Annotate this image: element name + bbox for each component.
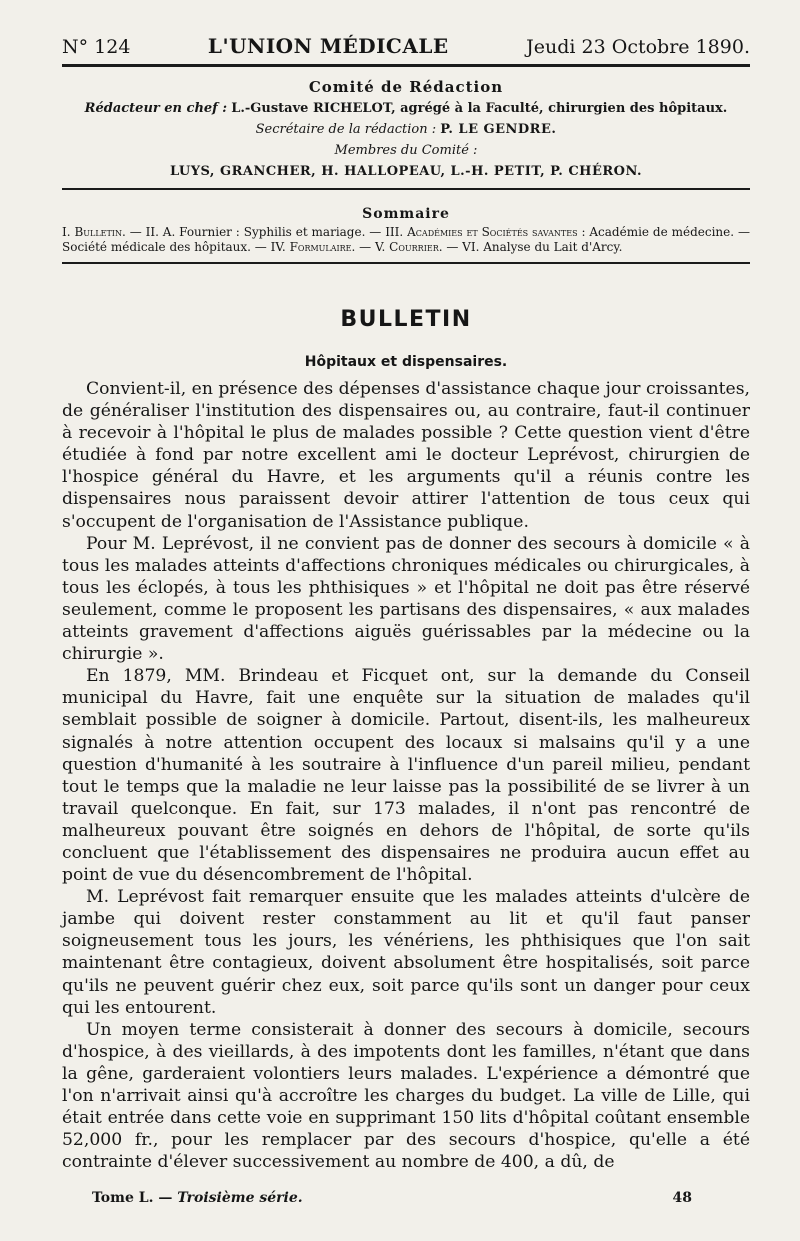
committee-title: Comité de Rédaction (308, 78, 504, 96)
sommaire-item: I. Bulletin. (62, 225, 126, 239)
article-body (62, 378, 750, 1173)
sommaire-text (62, 225, 750, 255)
article-paragraph: En 1879, MM. Brindeau et Ficquet ont, sur la demande du Conseil municipal du Havre, fait une enquête sur la situation de malades qu'il semblait possible de soigner à domicile. Partout, disent-ils, les malheureux signalés à notre attention occupent des locaux si malsains qu'il y a une question d'humanité à les soutraire à l'influence d'un pareil milieu, pendant tout le temps que la maladie ne leur laisse pas la possibilité de se livrer à un travail quelconque. En fait, sur 173 malades, il n'ont pas rencontré de malheureux pouvant être soignés en dehors de l'hôpital, de sorte qu'ils concluent que l'établissement des dispensaires ne produira aucun effet au point de vue du désencombrement de l'hôpital. (62, 666, 750, 886)
series-label: Troisième série. (177, 1190, 303, 1206)
sommaire-item: Formulaire (289, 240, 352, 254)
sommaire-item: Courrier (389, 240, 439, 254)
sommaire-rule (62, 262, 750, 264)
journal-title: L'UNION MÉDICALE (207, 34, 449, 58)
sommaire-item: — II. A. Fournier : Syphilis et mariage. — III. (125, 225, 408, 239)
page-footer (92, 1190, 692, 1206)
editorial-committee (62, 77, 750, 182)
volume-label: Tome L. — (92, 1190, 178, 1206)
secretary-line (62, 119, 750, 140)
members-label-line (62, 140, 750, 161)
issue-number: N° 124 (62, 36, 131, 58)
article-paragraph: Un moyen terme consisterait à donner des secours à domicile, secours d'hospice, à des vieillards, à des impotents dont les familles, n'étant que dans la gêne, garderaient volontiers leurs malades. L'expérience a démontré que l'on n'arrivait ainsi qu'à accroître les charges du budget. La ville de Lille, qui était entrée dans cette voie en supprimant 150 lits d'hôpital coûtant ensemble 52,000 fr., pour les remplacer par des secours d'hospice, qu'elle a été contrainte d'élever successivement au nombre de 400, a dû, de (62, 1019, 750, 1173)
bulletin-heading: BULLETIN (340, 307, 472, 332)
section-heading: Hôpitaux et dispensaires. (304, 354, 508, 370)
issue-date: Jeudi 23 Octobre 1890. (526, 36, 750, 58)
editor-label: Rédacteur en chef : (84, 101, 228, 116)
members-list: LUYS, GRANCHER, H. HALLOPEAU, L.-H. PETIT, P. CHÉRON. (169, 164, 643, 179)
sommaire-item: . — V. (351, 240, 390, 254)
secretary-name: P. LE GENDRE. (440, 122, 557, 137)
sommaire-title: Sommaire (362, 206, 450, 222)
members-label: Membres du Comité : (334, 143, 478, 158)
article-paragraph: M. Leprévost fait remarquer ensuite que les malades atteints d'ulcère de jambe qui doivent rester constamment au lit et qu'il faut panser soigneusement tous les jours, les vénériens, les phthisiques que l'on sait maintenant être contagieux, doivent absolument être hospitalisés, soit parce qu'ils ne peuvent guérir chez eux, soit parce qu'ils sont un danger pour ceux qui les entourent. (62, 887, 750, 1018)
header-rule (62, 188, 750, 190)
article-paragraph: Pour M. Leprévost, il ne convient pas de donner des secours à domicile « à tous les malades atteints d'affections chroniques médicales ou chirurgicales, à tous les éclopés, à tous les phthisiques » et l'hôpital ne doit pas être réservé seulement, comme le proposent les partisans des dispensaires, « aux malades atteints gravement d'affections aiguës guérissables par la médecine ou la chirurgie ». (62, 533, 750, 665)
sommaire-item: : Académie de médecine. — Société médicale des hôpitaux. — IV. (62, 225, 750, 254)
page-header (62, 34, 750, 67)
article-paragraph: Convient-il, en présence des dépenses d'assistance chaque jour croissantes, de généraliser l'institution des dispensaires ou, au contraire, faut-il continuer à recevoir à l'hôpital le plus de malades possible ? Cette question vient d'être étudiée à fond par notre excellent ami le docteur Leprévost, chirurgien de l'hospice général du Havre, et les arguments qu'il a réunis contre les dispensaires nous paraissent devoir attirer l'attention de tous ceux qui s'occupent de l'organisation de l'Assistance publique. (62, 379, 750, 532)
sommaire-item: . — VI. Analyse du Lait d'Arcy. (438, 240, 623, 254)
page-number: 48 (672, 1190, 692, 1206)
secretary-label: Secrétaire de la rédaction : (255, 122, 437, 137)
editor-name: L.-Gustave RICHELOT, agrégé à la Faculté, chirurgien des hôpitaux. (231, 101, 728, 116)
footer-volume (92, 1190, 303, 1206)
sommaire-item: Académies et Sociétés savantes (407, 225, 578, 239)
editor-line (62, 98, 750, 119)
